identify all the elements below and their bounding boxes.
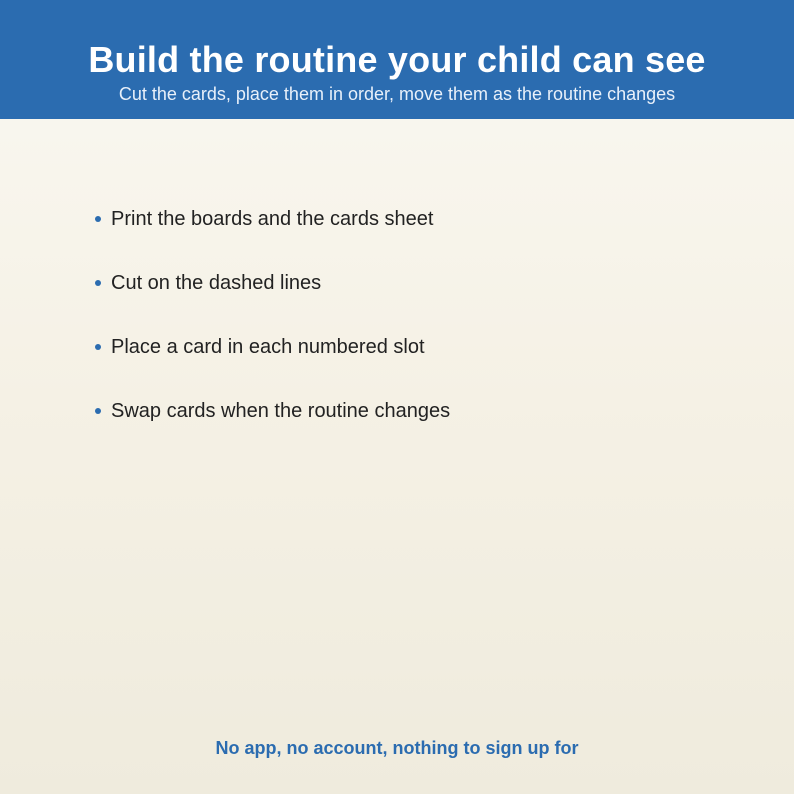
step-text: Place a card in each numbered slot bbox=[111, 336, 425, 358]
list-item bbox=[95, 204, 450, 268]
bullet-icon bbox=[95, 408, 101, 414]
step-text: Cut on the dashed lines bbox=[111, 272, 322, 294]
list-item bbox=[95, 396, 450, 460]
header-banner bbox=[0, 0, 794, 119]
step-text: Swap cards when the routine changes bbox=[111, 400, 451, 422]
steps-list bbox=[95, 204, 450, 460]
list-item bbox=[95, 332, 450, 396]
bullet-icon bbox=[95, 280, 101, 286]
bullet-icon bbox=[95, 216, 101, 222]
page-title: Build the routine your child can see bbox=[88, 39, 706, 80]
step-text: Print the boards and the cards sheet bbox=[111, 208, 434, 230]
page-subtitle: Cut the cards, place them in order, move them as the routine changes bbox=[118, 84, 676, 104]
footer-note: No app, no account, nothing to sign up for bbox=[215, 738, 579, 758]
list-item bbox=[95, 268, 450, 332]
bullet-icon bbox=[95, 344, 101, 350]
